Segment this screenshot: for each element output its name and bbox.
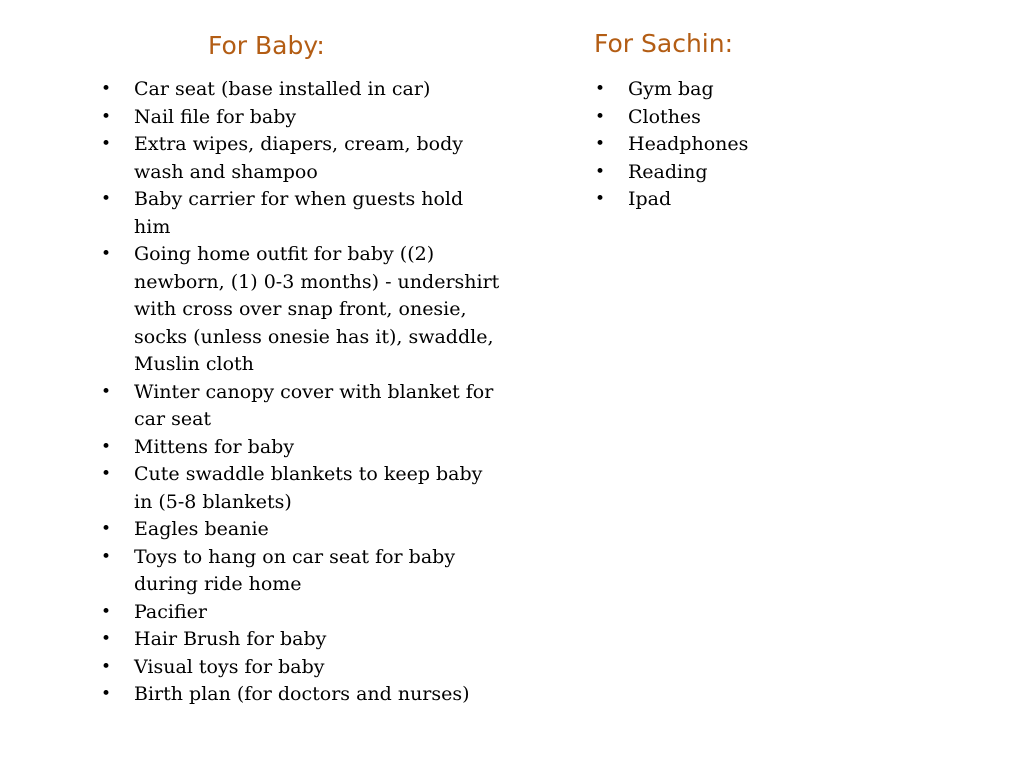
list-item-text: Gym bag xyxy=(628,78,714,100)
bullet-icon: • xyxy=(594,161,606,182)
bullet-icon: • xyxy=(100,656,112,677)
list-item xyxy=(100,681,500,709)
list-item-text: Eagles beanie xyxy=(134,518,269,540)
list-item xyxy=(100,626,500,654)
list-item xyxy=(100,76,500,104)
list-item xyxy=(100,241,500,379)
bullet-icon: • xyxy=(100,546,112,567)
list-item xyxy=(100,131,500,186)
for-sachin-heading: For Sachin: xyxy=(594,29,734,58)
list-item xyxy=(594,76,894,104)
list-item xyxy=(100,379,500,434)
bullet-icon: • xyxy=(100,601,112,622)
list-item xyxy=(100,544,500,599)
bullet-icon: • xyxy=(594,134,606,154)
bullet-icon: • xyxy=(100,381,112,402)
list-item-text: Ipad xyxy=(628,188,672,210)
bullet-icon: • xyxy=(100,519,112,539)
bullet-icon: • xyxy=(100,464,112,484)
list-item-text: Cute swaddle blankets to keep baby in (5-8 blankets) xyxy=(134,463,483,513)
bullet-icon: • xyxy=(100,629,112,649)
list-item xyxy=(100,516,500,544)
list-item xyxy=(100,186,500,241)
bullet-icon: • xyxy=(100,436,112,457)
bullet-icon: • xyxy=(594,189,606,209)
baby-packing-list xyxy=(100,76,500,709)
bullet-icon: • xyxy=(100,684,112,704)
list-item-text: Nail file for baby xyxy=(134,105,297,128)
list-item xyxy=(100,104,500,132)
bullet-icon: • xyxy=(100,134,112,154)
sachin-packing-list xyxy=(594,76,894,214)
bullet-icon: • xyxy=(100,106,112,127)
list-item xyxy=(100,461,500,516)
list-item-text: Toys to hang on car seat for baby during ride home xyxy=(134,545,456,595)
list-item xyxy=(594,186,894,214)
list-item-text: Winter canopy cover with blanket for car seat xyxy=(134,380,494,430)
list-item xyxy=(594,104,894,132)
list-item-text: Visual toys for baby xyxy=(134,655,325,678)
list-item-text: Pacifier xyxy=(134,600,207,623)
list-item xyxy=(100,599,500,627)
list-item-text: Mittens for baby xyxy=(134,435,295,458)
list-item xyxy=(594,131,894,159)
bullet-icon: • xyxy=(100,244,112,264)
list-item-text: Car seat (base installed in car) xyxy=(134,78,431,100)
bullet-icon: • xyxy=(100,189,112,209)
for-baby-heading: For Baby: xyxy=(208,31,325,60)
list-item-text: Birth plan (for doctors and nurses) xyxy=(134,683,470,705)
bullet-icon: • xyxy=(100,79,112,99)
list-item-text: Clothes xyxy=(628,105,701,128)
list-item-text: Going home outfit for baby ((2) newborn, (1) 0-3 months) - undershirt with cross over snap front, onesie, socks (unless onesie has it), swaddle, Muslin cloth xyxy=(134,243,500,375)
list-item-text: Headphones xyxy=(628,133,749,155)
bullet-icon: • xyxy=(594,106,606,127)
list-item xyxy=(100,434,500,462)
list-item xyxy=(100,654,500,682)
list-item-text: Hair Brush for baby xyxy=(134,628,327,650)
list-item xyxy=(594,159,894,187)
list-item-text: Extra wipes, diapers, cream, body wash and shampoo xyxy=(134,133,464,183)
list-item-text: Reading xyxy=(628,160,708,183)
list-item-text: Baby carrier for when guests hold him xyxy=(134,188,464,238)
bullet-icon: • xyxy=(594,79,606,99)
